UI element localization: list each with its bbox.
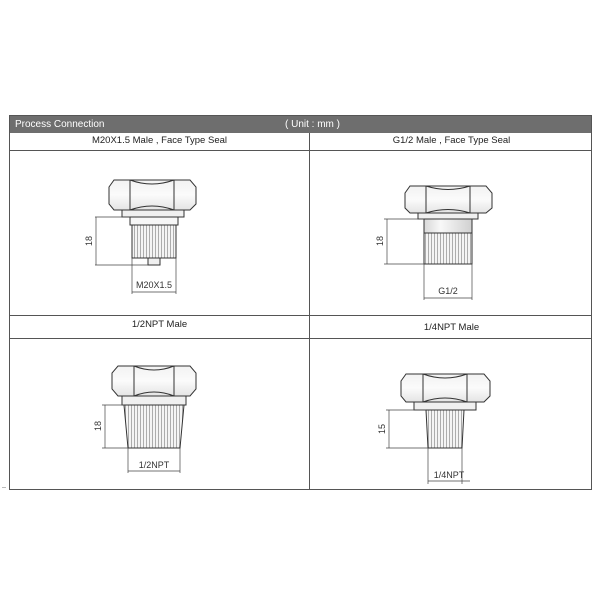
unit-label: ( Unit : mm ) — [285, 119, 340, 130]
dim-label-m20-thread: M20X1.5 — [135, 280, 173, 290]
dim-label-m20-height: 18 — [84, 235, 94, 247]
fitting-drawings — [10, 116, 593, 491]
fitting-quarter-npt-drawing — [401, 374, 490, 448]
dim-label-half-npt-height: 18 — [93, 420, 103, 432]
fitting-half-npt-drawing — [112, 366, 196, 448]
cell-title-g12: G1/2 Male , Face Type Seal — [392, 135, 511, 146]
process-connection-table — [9, 115, 592, 490]
fitting-m20x1.5-drawing — [109, 180, 196, 265]
dim-label-g12-height: 18 — [375, 235, 385, 247]
dim-label-quarter-npt-height: 15 — [377, 423, 387, 435]
dim-label-quarter-npt-thread: 1/4NPT — [433, 470, 465, 480]
cell-title-quarter-npt: 1/4NPT Male — [423, 322, 480, 333]
dim-label-g12-thread: G1/2 — [438, 286, 458, 296]
edge-mark — [2, 487, 6, 488]
dim-label-half-npt-thread: 1/2NPT — [138, 460, 170, 470]
table-title: Process Connection — [15, 119, 105, 130]
fitting-g12-drawing — [405, 186, 492, 264]
cell-title-half-npt: 1/2NPT Male — [131, 319, 188, 330]
cell-title-m20: M20X1.5 Male , Face Type Seal — [91, 135, 227, 146]
